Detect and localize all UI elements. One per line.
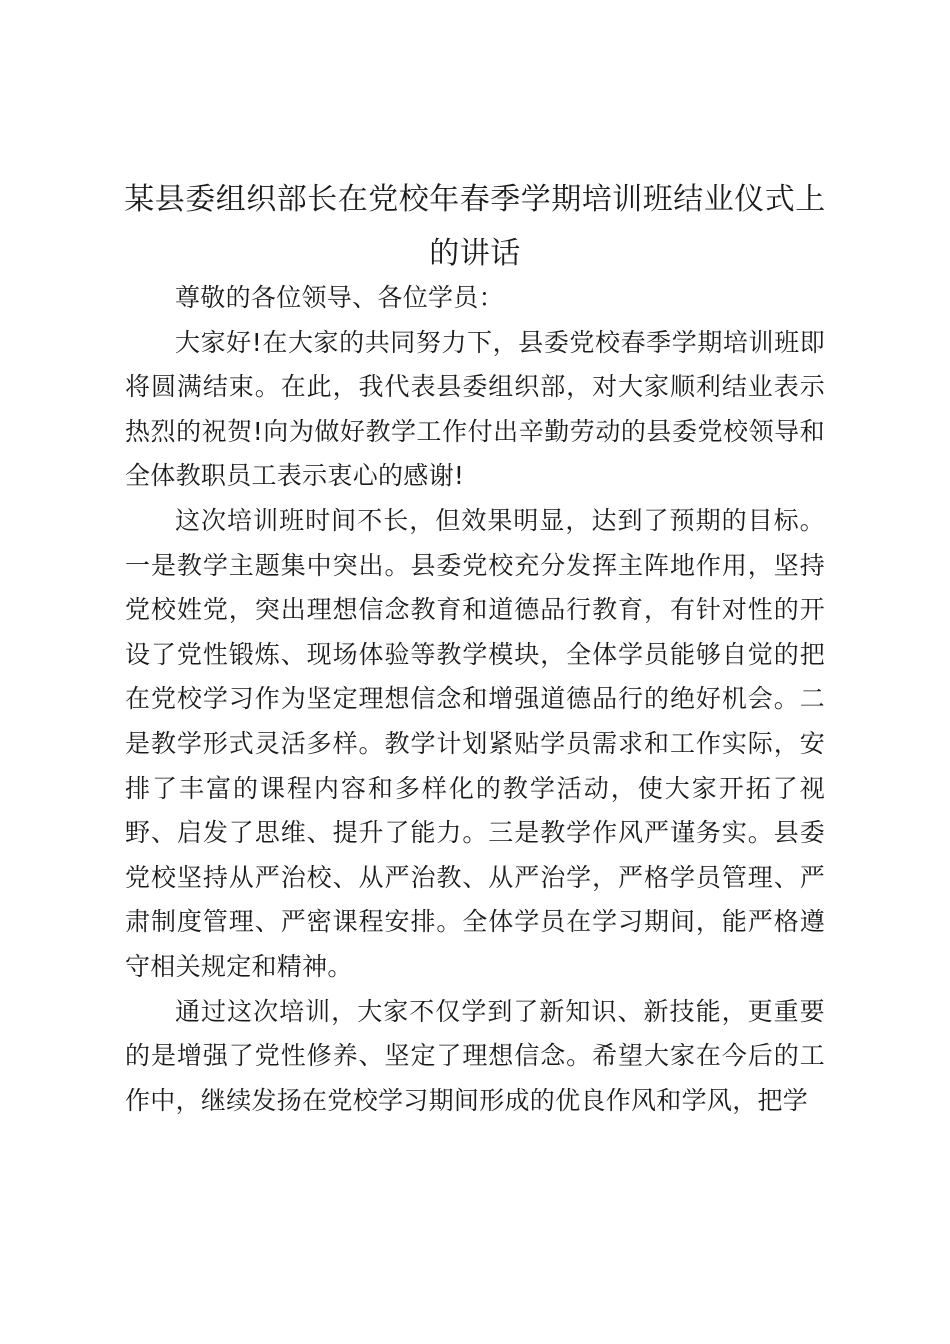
paragraph-expectations: 通过这次培训，大家不仅学到了新知识、新技能，更重要的是增强了党性修养、坚定了理想信念。希望大家在今后的工作中，继续发扬在党校学习期间形成的优良作风和学风，把学 — [125, 996, 825, 1115]
document-body — [125, 276, 825, 1123]
document-title: 某县委组织部长在党校年春季学期培训班结业仪式上的讲话 — [124, 182, 826, 271]
paragraph-achievements: 这次培训班时间不长，但效果明显，达到了预期的目标。一是教学主题集中突出。县委党校充分发挥主阵地作用，坚持党校姓党，突出理想信念教育和道德品行教育，有针对性的开设了党性锻炼、现场体验等教学模块，全体学员能够自觉的把在党校学习作为坚定理想信念和增强道德品行的绝好机会。二是教学形式灵活多样。教学计划紧贴学员需求和工作实际，安排了丰富的课程内容和多样化的教学活动，使大家开拓了视野、启发了思维、提升了能力。三是教学作风严谨务实。县委党校坚持从严治校、从严治教、从严治学，严格学员管理、严肃制度管理、严密课程安排。全体学员在学习期间，能严格遵守相关规定和精神。 — [125, 505, 825, 981]
paragraph-greeting: 大家好!在大家的共同努力下，县委党校春季学期培训班即将圆满结束。在此，我代表县委组织部，对大家顺利结业表示热烈的祝贺!向为做好教学工作付出辛勤劳动的县委党校领导和全体教职员工表示衷心的感谢! — [125, 327, 825, 491]
salutation: 尊敬的各位领导、各位学员： — [175, 283, 504, 312]
